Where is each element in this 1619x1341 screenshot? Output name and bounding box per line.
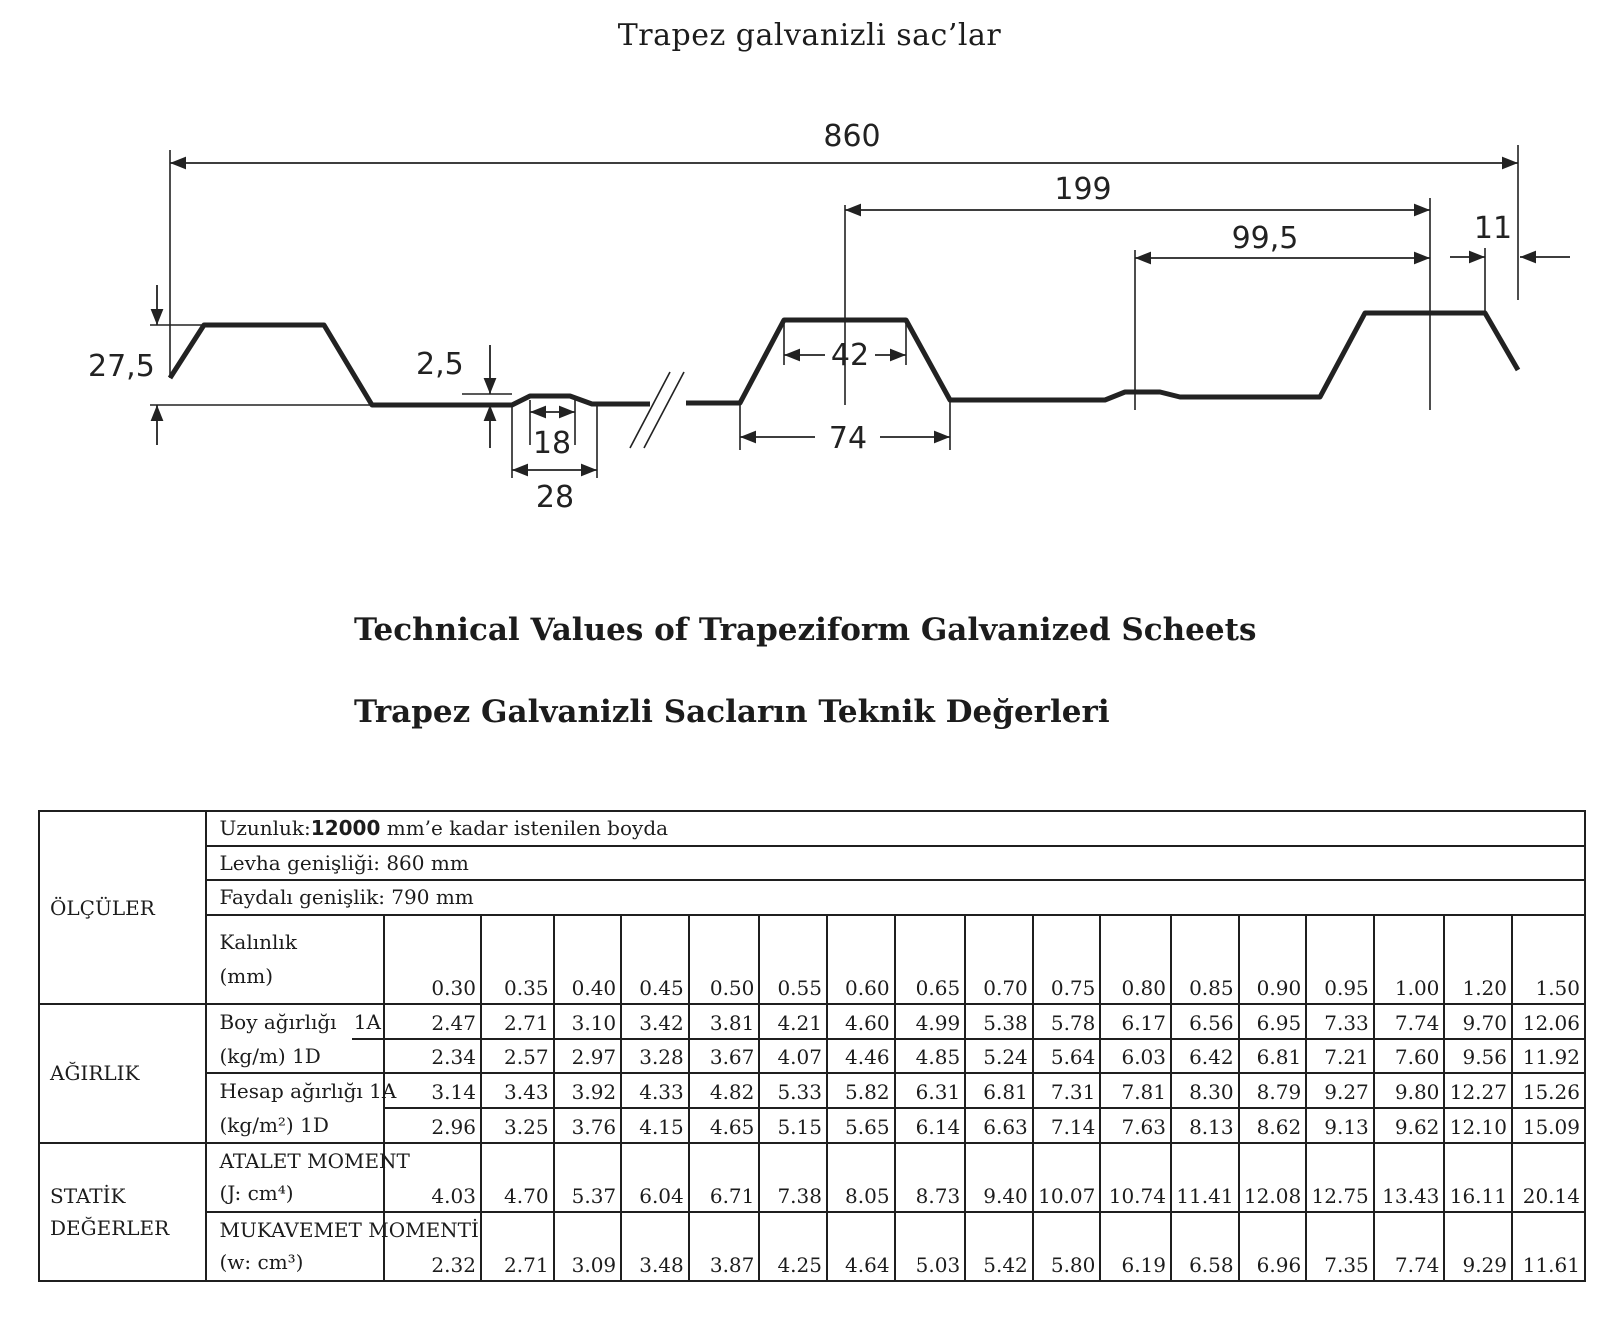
section-modulus-value: 3.09 [554, 1212, 622, 1281]
linear-weight-1a-value: 3.81 [689, 1004, 760, 1039]
area-weight-1a-value: 9.80 [1374, 1073, 1445, 1108]
thickness-value: 0.45 [621, 915, 689, 1005]
row-sheet-width [39, 846, 1585, 881]
linear-weight-1a-value: 7.74 [1374, 1004, 1445, 1039]
linear-weight-1a-value: 2.71 [481, 1004, 554, 1039]
linear-weight-1a-value: 6.95 [1239, 1004, 1307, 1039]
inertia-value: 8.73 [895, 1143, 966, 1212]
thickness-value: 0.75 [1033, 915, 1101, 1005]
sheet-width-info: Levha genişliği: 860 mm [206, 846, 1585, 881]
area-weight-1d-value: 9.13 [1306, 1108, 1374, 1143]
linear-weight-1d-value: 3.28 [621, 1039, 689, 1074]
section-modulus-value: 2.32 [384, 1212, 481, 1281]
area-weight-1a-value: 7.81 [1100, 1073, 1171, 1108]
row-linear-weight-1d [39, 1039, 1585, 1074]
dim-pitch: 199 [1054, 172, 1112, 207]
thickness-value: 1.20 [1444, 915, 1512, 1005]
section-modulus-value: 3.48 [621, 1212, 689, 1281]
dim-end-lip: 11 [1473, 211, 1513, 246]
linear-weight-1d-value: 2.57 [481, 1039, 554, 1074]
thickness-value: 0.60 [827, 915, 895, 1005]
linear-weight-1d-value: 2.97 [554, 1039, 622, 1074]
thickness-value: 0.90 [1239, 915, 1307, 1005]
dim-height: 27,5 [88, 349, 155, 384]
heading-turkish: Trapez Galvanizli Sacların Teknik Değerleri [354, 694, 1110, 730]
linear-weight-1d-value: 6.81 [1239, 1039, 1307, 1074]
linear-weight-1a-value: 9.70 [1444, 1004, 1512, 1039]
row-linear-weight-1a [39, 1004, 1585, 1039]
area-weight-1d-value: 7.63 [1100, 1108, 1171, 1143]
linear-weight-1d-value: 4.07 [759, 1039, 827, 1074]
section-modulus-value: 2.71 [481, 1212, 554, 1281]
thickness-value: 0.80 [1100, 915, 1171, 1005]
thickness-value: 0.35 [481, 915, 554, 1005]
dim-top-flange: 42 [830, 338, 870, 373]
area-weight-1a-value: 9.27 [1306, 1073, 1374, 1108]
row-area-weight-1d [39, 1108, 1585, 1143]
section-modulus-value: 7.74 [1374, 1212, 1445, 1281]
area-weight-label: Hesap ağırlığı 1A [206, 1073, 384, 1108]
area-weight-1a-value: 15.26 [1512, 1073, 1585, 1108]
section-modulus-value: 7.35 [1306, 1212, 1374, 1281]
area-weight-1d-value: 8.62 [1239, 1108, 1307, 1143]
inertia-value: 12.75 [1306, 1143, 1374, 1212]
area-weight-1d-value: 15.09 [1512, 1108, 1585, 1143]
linear-weight-1a-value: 2.47 [384, 1004, 481, 1039]
area-weight-1d-value: 5.15 [759, 1108, 827, 1143]
inertia-value: 11.41 [1171, 1143, 1239, 1212]
linear-weight-1d-value: 4.46 [827, 1039, 895, 1074]
linear-weight-1a-value: 4.99 [895, 1004, 966, 1039]
thickness-value: 0.30 [384, 915, 481, 1005]
inertia-label: ATALET MOMENT (J: cm⁴) [206, 1143, 384, 1212]
area-weight-1d-value: 7.14 [1033, 1108, 1101, 1143]
linear-weight-1a-value: 4.21 [759, 1004, 827, 1039]
row-section-modulus [39, 1212, 1585, 1281]
inertia-value: 10.07 [1033, 1143, 1101, 1212]
area-weight-1d-value: 4.15 [621, 1108, 689, 1143]
inertia-value: 6.04 [621, 1143, 689, 1212]
sheet-profile-left [170, 325, 650, 405]
thickness-value: 0.65 [895, 915, 966, 1005]
linear-weight-1d-value: 2.34 [384, 1039, 481, 1074]
area-weight-1a-value: 8.30 [1171, 1073, 1239, 1108]
row-length [39, 811, 1585, 846]
section-modulus-value: 6.19 [1100, 1212, 1171, 1281]
area-weight-1d-value: 12.10 [1444, 1108, 1512, 1143]
area-weight-1d-value: 3.76 [554, 1108, 622, 1143]
area-weight-1d-value: 6.63 [965, 1108, 1033, 1143]
area-weight-1d-value: 4.65 [689, 1108, 760, 1143]
linear-weight-1a-value: 6.17 [1100, 1004, 1171, 1039]
thickness-value: 0.85 [1171, 915, 1239, 1005]
inertia-value: 20.14 [1512, 1143, 1585, 1212]
dim-stiffener-height: 2,5 [416, 347, 464, 382]
inertia-value: 12.08 [1239, 1143, 1307, 1212]
linear-weight-1d-value: 6.03 [1100, 1039, 1171, 1074]
inertia-value: 10.74 [1100, 1143, 1171, 1212]
linear-weight-1d-value: 3.67 [689, 1039, 760, 1074]
inertia-value: 9.40 [965, 1143, 1033, 1212]
inertia-value: 7.38 [759, 1143, 827, 1212]
area-weight-1d-value: 2.96 [384, 1108, 481, 1143]
area-weight-1a-value: 8.79 [1239, 1073, 1307, 1108]
linear-weight-1d-value: 5.24 [965, 1039, 1033, 1074]
section-modulus-value: 9.29 [1444, 1212, 1512, 1281]
inertia-value: 8.05 [827, 1143, 895, 1212]
thickness-value: 0.70 [965, 915, 1033, 1005]
code-1a: 1A [352, 1004, 384, 1039]
thickness-value: 0.50 [689, 915, 760, 1005]
inertia-value: 13.43 [1374, 1143, 1445, 1212]
linear-weight-1a-value: 5.38 [965, 1004, 1033, 1039]
linear-weight-1a-value: 4.60 [827, 1004, 895, 1039]
dim-stiffener-inner: 18 [532, 426, 572, 461]
dim-half-pitch: 99,5 [1231, 221, 1299, 256]
section-modulus-value: 3.87 [689, 1212, 760, 1281]
inertia-value: 4.03 [384, 1143, 481, 1212]
dim-stiffener-outer: 28 [535, 480, 575, 515]
heading-english: Technical Values of Trapeziform Galvanized Scheets [354, 612, 1257, 648]
linear-weight-1a-value: 12.06 [1512, 1004, 1585, 1039]
section-modulus-value: 4.64 [827, 1212, 895, 1281]
thickness-value: 0.95 [1306, 915, 1374, 1005]
section-modulus-value: 6.96 [1239, 1212, 1307, 1281]
resistance-label: MUKAVEMET MOMENTİ (w: cm³) [206, 1212, 384, 1281]
linear-weight-1a-value: 5.78 [1033, 1004, 1101, 1039]
area-weight-1d-value: 8.13 [1171, 1108, 1239, 1143]
thickness-value: 0.40 [554, 915, 622, 1005]
linear-weight-1d-value: 7.60 [1374, 1039, 1445, 1074]
area-weight-1a-value: 5.33 [759, 1073, 827, 1108]
section-modulus-value: 4.25 [759, 1212, 827, 1281]
linear-weight-1d-value: 6.42 [1171, 1039, 1239, 1074]
thickness-value: 1.50 [1512, 915, 1585, 1005]
thickness-value: 0.55 [759, 915, 827, 1005]
section-modulus-value: 11.61 [1512, 1212, 1585, 1281]
area-weight-1a-value: 3.43 [481, 1073, 554, 1108]
area-weight-1a-value: 6.81 [965, 1073, 1033, 1108]
area-weight-1d-value: 5.65 [827, 1108, 895, 1143]
dim-bottom-opening: 74 [828, 421, 868, 456]
inertia-value: 4.70 [481, 1143, 554, 1212]
area-weight-1a-value: 3.92 [554, 1073, 622, 1108]
area-weight-1a-value: 4.33 [621, 1073, 689, 1108]
trapezoid-profile-drawing [0, 0, 1619, 540]
area-weight-1a-value: 3.14 [384, 1073, 481, 1108]
linear-weight-1d-value: 5.64 [1033, 1039, 1101, 1074]
linear-weight-1d-value: 11.92 [1512, 1039, 1585, 1074]
useful-width-info: Faydalı genişlik: 790 mm [206, 880, 1585, 915]
row-thickness [39, 915, 1585, 1005]
row-useful-width [39, 880, 1585, 915]
section-static: STATİK DEĞERLER [39, 1143, 206, 1281]
linear-weight-1a-value: 6.56 [1171, 1004, 1239, 1039]
linear-weight-label: Boy ağırlığı [206, 1004, 351, 1039]
area-weight-1a-value: 12.27 [1444, 1073, 1512, 1108]
sheet-profile-right [686, 313, 1518, 403]
inertia-value: 5.37 [554, 1143, 622, 1212]
section-modulus-value: 5.80 [1033, 1212, 1101, 1281]
linear-weight-1a-value: 7.33 [1306, 1004, 1374, 1039]
length-info: Uzunluk:12000 mm’e kadar istenilen boyda [206, 811, 1585, 846]
inertia-value: 6.71 [689, 1143, 760, 1212]
linear-weight-1d-value: 7.21 [1306, 1039, 1374, 1074]
area-weight-1d-value: 3.25 [481, 1108, 554, 1143]
thickness-value: 1.00 [1374, 915, 1445, 1005]
dim-overall-width: 860 [823, 119, 881, 154]
section-dimensions: ÖLÇÜLER [39, 811, 206, 1004]
section-modulus-value: 5.42 [965, 1212, 1033, 1281]
linear-weight-1a-value: 3.10 [554, 1004, 622, 1039]
linear-weight-1a-value: 3.42 [621, 1004, 689, 1039]
area-weight-1d-value: 9.62 [1374, 1108, 1445, 1143]
area-weight-1a-value: 6.31 [895, 1073, 966, 1108]
area-weight-1d-value: 6.14 [895, 1108, 966, 1143]
area-weight-unit: (kg/m²) 1D [206, 1108, 384, 1143]
row-area-weight-1a [39, 1073, 1585, 1108]
area-weight-1a-value: 4.82 [689, 1073, 760, 1108]
linear-weight-1d-value: 9.56 [1444, 1039, 1512, 1074]
linear-weight-1d-value: 4.85 [895, 1039, 966, 1074]
area-weight-1a-value: 7.31 [1033, 1073, 1101, 1108]
technical-values-table [38, 810, 1586, 1282]
thickness-label: Kalınlık (mm) [206, 915, 384, 1005]
section-weight: AĞIRLIK [39, 1004, 206, 1142]
row-moment-of-inertia [39, 1143, 1585, 1212]
area-weight-1a-value: 5.82 [827, 1073, 895, 1108]
section-modulus-value: 6.58 [1171, 1212, 1239, 1281]
section-modulus-value: 5.03 [895, 1212, 966, 1281]
page-title: Trapez galvanizli sac’lar [617, 18, 1002, 53]
inertia-value: 16.11 [1444, 1143, 1512, 1212]
linear-weight-unit: (kg/m) 1D [206, 1039, 384, 1074]
